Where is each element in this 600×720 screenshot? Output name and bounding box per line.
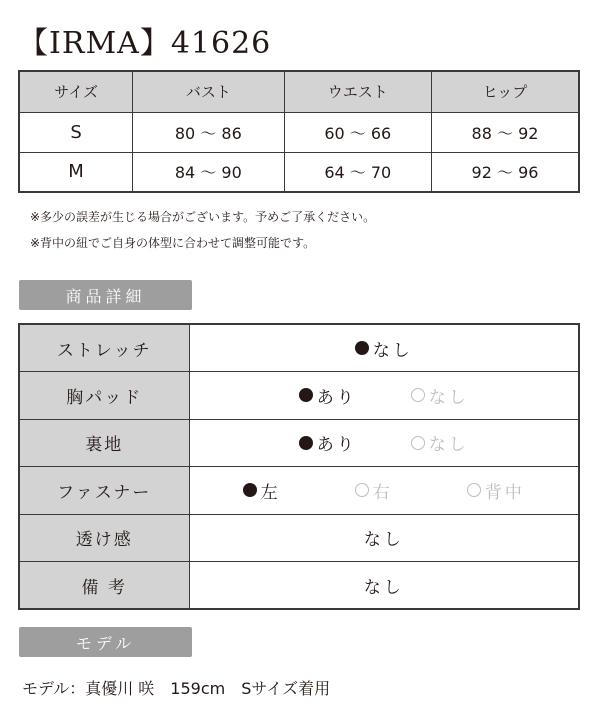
detail-label: 備 考 [19, 562, 189, 610]
detail-row-stretch [19, 324, 579, 372]
bust-cell: 84 〜 90 [133, 152, 284, 192]
filled-circle-icon [299, 388, 313, 402]
detail-label: 裏地 [19, 419, 189, 467]
empty-circle-icon [411, 436, 425, 450]
detail-row-chest-pad [19, 372, 579, 420]
empty-circle-icon [411, 388, 425, 402]
waist-cell: 60 〜 66 [284, 112, 431, 152]
option-unselected: なし [411, 430, 469, 455]
filled-circle-icon [299, 436, 313, 450]
detail-label: ストレッチ [19, 324, 189, 372]
detail-row-remarks [19, 562, 579, 610]
header-waist: ウエスト [284, 71, 431, 112]
option-unselected: 右 [355, 478, 393, 503]
waist-cell: 64 〜 70 [284, 152, 431, 192]
size-cell: S [19, 112, 133, 152]
detail-row-fastener [19, 467, 579, 515]
details-section-label: 商品詳細 [19, 280, 192, 310]
page-title: 【IRMA】41626 [18, 26, 272, 61]
detail-label: 透け感 [19, 514, 189, 562]
option-selected: なし [355, 336, 413, 361]
size-row-m [19, 152, 579, 192]
note-tolerance: ※多少の誤差が生じる場合がございます。予めご了承ください。 [30, 210, 376, 224]
size-row-s [19, 112, 579, 152]
option-selected: あり [299, 383, 357, 408]
option-unselected: なし [411, 383, 469, 408]
size-cell: M [19, 152, 133, 192]
empty-circle-icon [355, 483, 369, 497]
hip-cell: 92 〜 96 [432, 152, 579, 192]
model-info: モデル：真優川 咲 159cm Sサイズ着用 [22, 679, 331, 698]
size-table-header-row [19, 71, 579, 112]
hip-cell: 88 〜 92 [432, 112, 579, 152]
option-selected: あり [299, 430, 357, 455]
header-size: サイズ [19, 71, 133, 112]
detail-value: なし [363, 577, 404, 598]
size-table [18, 70, 580, 193]
detail-row-lining [19, 419, 579, 467]
bust-cell: 80 〜 86 [133, 112, 284, 152]
filled-circle-icon [243, 483, 257, 497]
detail-label: 胸パッド [19, 372, 189, 420]
detail-row-sheerness [19, 514, 579, 562]
detail-value: なし [363, 530, 404, 551]
option-unselected: 背中 [467, 478, 525, 503]
filled-circle-icon [355, 341, 369, 355]
note-adjustable: ※背中の紐でご自身の体型に合わせて調整可能です。 [30, 236, 316, 250]
option-selected: 左 [243, 478, 281, 503]
detail-label: ファスナー [19, 467, 189, 515]
empty-circle-icon [467, 483, 481, 497]
model-section-label: モデル [19, 627, 192, 657]
header-hip: ヒップ [432, 71, 579, 112]
details-table [18, 323, 580, 610]
header-bust: バスト [133, 71, 284, 112]
